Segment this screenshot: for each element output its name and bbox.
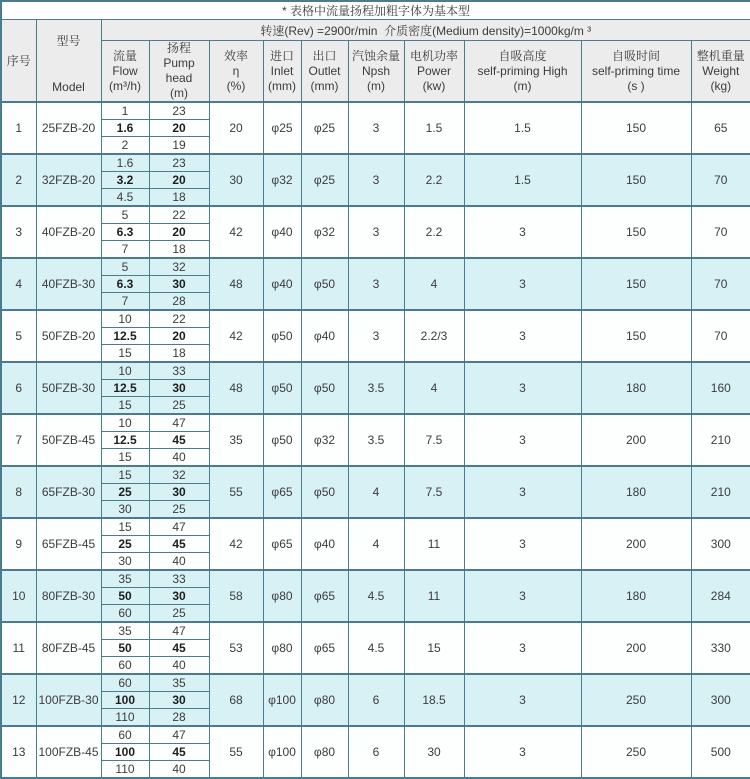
col-header-model — [36, 20, 101, 103]
outlet-cell: φ50 — [301, 362, 348, 414]
inlet-cell: φ100 — [263, 726, 301, 778]
header-cn: 流量 — [102, 49, 149, 64]
header-en: Pump head — [150, 56, 209, 86]
table-row — [1, 726, 750, 744]
table-row — [1, 310, 750, 328]
power-cell: 30 — [404, 726, 464, 778]
head-cell: 40 — [149, 657, 209, 675]
priming-height-cell: 3 — [464, 518, 581, 570]
power-cell: 2.2/3 — [404, 310, 464, 362]
head-cell: 32 — [149, 258, 209, 276]
col-header-weight — [691, 41, 750, 103]
header-cn: 汽蚀余量 — [349, 49, 404, 64]
model-cell: 25FZB-20 — [36, 102, 101, 154]
header-unit: (m) — [150, 86, 209, 101]
head-cell: 30 — [149, 588, 209, 605]
head-cell: 23 — [149, 102, 209, 120]
flow-cell: 60 — [101, 657, 149, 675]
table-row — [1, 362, 750, 380]
col-header-outlet — [301, 41, 348, 103]
inlet-cell: φ40 — [263, 258, 301, 310]
flow-cell: 1.6 — [101, 154, 149, 172]
table-row — [1, 518, 750, 536]
priming-time-cell: 200 — [581, 622, 691, 674]
power-cell: 4 — [404, 362, 464, 414]
efficiency-cell: 35 — [209, 414, 263, 466]
inlet-cell: φ65 — [263, 518, 301, 570]
table-row — [1, 258, 750, 276]
head-cell: 47 — [149, 414, 209, 432]
model-cell: 32FZB-20 — [36, 154, 101, 206]
header-unit: (%) — [210, 79, 263, 94]
header-en: Inlet — [264, 64, 301, 79]
priming-time-cell: 180 — [581, 466, 691, 518]
inlet-cell: φ32 — [263, 154, 301, 206]
flow-cell: 30 — [101, 553, 149, 571]
weight-cell: 70 — [691, 206, 750, 258]
npsh-cell: 4.5 — [348, 570, 404, 622]
outlet-cell: φ65 — [301, 570, 348, 622]
flow-cell: 50 — [101, 640, 149, 657]
model-cell: 40FZB-30 — [36, 258, 101, 310]
head-cell: 25 — [149, 501, 209, 519]
header-unit: (s ) — [582, 79, 691, 94]
header-unit: (m³/h) — [102, 79, 149, 94]
header-en: η — [210, 64, 263, 79]
flow-cell: 12.5 — [101, 380, 149, 397]
head-cell: 45 — [149, 536, 209, 553]
inlet-cell: φ100 — [263, 674, 301, 726]
head-cell: 22 — [149, 310, 209, 328]
efficiency-cell: 20 — [209, 102, 263, 154]
header-cn: 出口 — [302, 49, 348, 64]
npsh-cell: 3 — [348, 154, 404, 206]
flow-cell: 100 — [101, 744, 149, 761]
header-unit: (kg) — [692, 79, 750, 94]
head-cell: 47 — [149, 726, 209, 744]
head-cell: 18 — [149, 189, 209, 207]
header-en: Flow — [102, 64, 149, 79]
flow-cell: 110 — [101, 709, 149, 727]
flow-cell: 15 — [101, 518, 149, 536]
priming-height-cell: 3 — [464, 310, 581, 362]
head-cell: 30 — [149, 380, 209, 397]
priming-height-cell: 3 — [464, 414, 581, 466]
col-header-flow — [101, 41, 149, 103]
inlet-cell: φ50 — [263, 362, 301, 414]
outlet-cell: φ32 — [301, 206, 348, 258]
flow-cell: 5 — [101, 258, 149, 276]
weight-cell: 70 — [691, 154, 750, 206]
inlet-cell: φ65 — [263, 466, 301, 518]
priming-height-cell: 1.5 — [464, 102, 581, 154]
header-unit: (mm) — [264, 79, 301, 94]
outlet-cell: φ65 — [301, 622, 348, 674]
outlet-cell: φ25 — [301, 102, 348, 154]
weight-cell: 330 — [691, 622, 750, 674]
flow-cell: 1 — [101, 102, 149, 120]
flow-cell: 12.5 — [101, 328, 149, 345]
priming-time-cell: 150 — [581, 154, 691, 206]
table-row — [1, 154, 750, 172]
head-cell: 30 — [149, 484, 209, 501]
col-header-pump-head — [149, 41, 209, 103]
row-number-cell: 9 — [1, 518, 36, 570]
weight-cell: 70 — [691, 310, 750, 362]
flow-cell: 6.3 — [101, 224, 149, 241]
table-row — [1, 466, 750, 484]
power-cell: 11 — [404, 518, 464, 570]
head-cell: 47 — [149, 622, 209, 640]
head-cell: 20 — [149, 172, 209, 189]
head-cell: 25 — [149, 605, 209, 623]
flow-cell: 25 — [101, 484, 149, 501]
weight-cell: 160 — [691, 362, 750, 414]
head-cell: 28 — [149, 293, 209, 311]
power-cell: 18.5 — [404, 674, 464, 726]
npsh-cell: 6 — [348, 674, 404, 726]
head-cell: 20 — [149, 120, 209, 137]
operating-conditions: 转速(Rev) =2900r/min 介质密度(Medium density)=1000kg/m ³ — [101, 20, 750, 41]
model-cell: 100FZB-45 — [36, 726, 101, 778]
outlet-cell: φ80 — [301, 726, 348, 778]
power-cell: 7.5 — [404, 414, 464, 466]
head-cell: 40 — [149, 553, 209, 571]
priming-height-cell: 1.5 — [464, 154, 581, 206]
power-cell: 15 — [404, 622, 464, 674]
efficiency-cell: 68 — [209, 674, 263, 726]
outlet-cell: φ32 — [301, 414, 348, 466]
head-cell: 23 — [149, 154, 209, 172]
priming-time-cell: 180 — [581, 570, 691, 622]
npsh-cell: 3 — [348, 310, 404, 362]
row-number-cell: 2 — [1, 154, 36, 206]
inlet-cell: φ80 — [263, 622, 301, 674]
flow-cell: 1.6 — [101, 120, 149, 137]
outlet-cell: φ50 — [301, 258, 348, 310]
header-unit: (kw) — [405, 79, 464, 94]
efficiency-cell: 58 — [209, 570, 263, 622]
outlet-cell: φ50 — [301, 466, 348, 518]
npsh-cell: 4 — [348, 466, 404, 518]
row-number-cell: 4 — [1, 258, 36, 310]
head-cell: 19 — [149, 137, 209, 155]
flow-cell: 7 — [101, 241, 149, 259]
priming-time-cell: 150 — [581, 102, 691, 154]
head-cell: 45 — [149, 640, 209, 657]
header-cn: 自吸时间 — [582, 49, 691, 64]
head-cell: 45 — [149, 744, 209, 761]
header-cn: 效率 — [210, 49, 263, 64]
model-cell: 65FZB-45 — [36, 518, 101, 570]
efficiency-cell: 48 — [209, 258, 263, 310]
flow-cell: 10 — [101, 362, 149, 380]
flow-cell: 4.5 — [101, 189, 149, 207]
model-cell: 50FZB-20 — [36, 310, 101, 362]
weight-cell: 210 — [691, 414, 750, 466]
header-unit: (m) — [349, 79, 404, 94]
header-unit: (mm) — [302, 79, 348, 94]
priming-height-cell: 3 — [464, 570, 581, 622]
flow-cell: 15 — [101, 397, 149, 415]
column-headers-row — [1, 41, 750, 103]
flow-cell: 10 — [101, 310, 149, 328]
weight-cell: 284 — [691, 570, 750, 622]
priming-time-cell: 150 — [581, 206, 691, 258]
row-number-cell: 7 — [1, 414, 36, 466]
flow-cell: 110 — [101, 761, 149, 779]
inlet-cell: φ80 — [263, 570, 301, 622]
flow-cell: 3.2 — [101, 172, 149, 189]
header-en: Outlet — [302, 64, 348, 79]
flow-cell: 35 — [101, 570, 149, 588]
flow-cell: 25 — [101, 536, 149, 553]
efficiency-cell: 42 — [209, 518, 263, 570]
head-cell: 33 — [149, 362, 209, 380]
efficiency-cell: 55 — [209, 466, 263, 518]
flow-cell: 60 — [101, 726, 149, 744]
model-cell: 65FZB-30 — [36, 466, 101, 518]
priming-height-cell: 3 — [464, 674, 581, 726]
inlet-cell: φ25 — [263, 102, 301, 154]
flow-cell: 35 — [101, 622, 149, 640]
priming-time-cell: 180 — [581, 362, 691, 414]
head-cell: 45 — [149, 432, 209, 449]
header-en: Npsh — [349, 64, 404, 79]
head-cell: 20 — [149, 328, 209, 345]
col-header-efficiency — [209, 41, 263, 103]
efficiency-cell: 30 — [209, 154, 263, 206]
power-cell: 2.2 — [404, 206, 464, 258]
priming-time-cell: 150 — [581, 258, 691, 310]
table-row — [1, 570, 750, 588]
row-number-cell: 12 — [1, 674, 36, 726]
head-cell: 32 — [149, 466, 209, 484]
priming-height-cell: 3 — [464, 622, 581, 674]
header-cn: 进口 — [264, 49, 301, 64]
conditions-row — [1, 20, 750, 41]
head-cell: 18 — [149, 345, 209, 363]
efficiency-cell: 42 — [209, 206, 263, 258]
table-row — [1, 674, 750, 692]
head-cell: 40 — [149, 761, 209, 779]
flow-cell: 10 — [101, 414, 149, 432]
outlet-cell: φ40 — [301, 518, 348, 570]
flow-cell: 50 — [101, 588, 149, 605]
npsh-cell: 4.5 — [348, 622, 404, 674]
flow-cell: 30 — [101, 501, 149, 519]
col-header-priming-time — [581, 41, 691, 103]
row-number-cell: 5 — [1, 310, 36, 362]
model-header-stack — [37, 23, 101, 99]
efficiency-cell: 48 — [209, 362, 263, 414]
head-cell: 25 — [149, 397, 209, 415]
header-en: self-priming time — [582, 64, 691, 79]
weight-cell: 70 — [691, 258, 750, 310]
npsh-cell: 3.5 — [348, 362, 404, 414]
flow-cell: 15 — [101, 345, 149, 363]
head-cell: 40 — [149, 449, 209, 467]
head-cell: 20 — [149, 224, 209, 241]
header-unit: (m) — [465, 79, 581, 94]
head-cell: 33 — [149, 570, 209, 588]
priming-time-cell: 200 — [581, 518, 691, 570]
head-cell: 30 — [149, 276, 209, 293]
row-number-cell: 13 — [1, 726, 36, 778]
npsh-cell: 6 — [348, 726, 404, 778]
priming-height-cell: 3 — [464, 362, 581, 414]
npsh-cell: 4 — [348, 518, 404, 570]
head-cell: 47 — [149, 518, 209, 536]
flow-cell: 5 — [101, 206, 149, 224]
npsh-cell: 3 — [348, 206, 404, 258]
model-cell: 80FZB-45 — [36, 622, 101, 674]
head-cell: 28 — [149, 709, 209, 727]
row-number-cell: 6 — [1, 362, 36, 414]
flow-cell: 15 — [101, 449, 149, 467]
priming-time-cell: 200 — [581, 414, 691, 466]
flow-cell: 6.3 — [101, 276, 149, 293]
header-cn: 自吸高度 — [465, 49, 581, 64]
row-number-cell: 10 — [1, 570, 36, 622]
table-title: * 表格中流量扬程加粗字体为基本型 — [1, 1, 750, 20]
weight-cell: 500 — [691, 726, 750, 778]
head-cell: 30 — [149, 692, 209, 709]
col-header-priming-height — [464, 41, 581, 103]
power-cell: 7.5 — [404, 466, 464, 518]
efficiency-cell: 55 — [209, 726, 263, 778]
weight-cell: 300 — [691, 674, 750, 726]
npsh-cell: 3 — [348, 258, 404, 310]
priming-height-cell: 3 — [464, 466, 581, 518]
flow-cell: 7 — [101, 293, 149, 311]
flow-cell: 100 — [101, 692, 149, 709]
power-cell: 11 — [404, 570, 464, 622]
col-header-power — [404, 41, 464, 103]
row-number-cell: 11 — [1, 622, 36, 674]
flow-cell: 12.5 — [101, 432, 149, 449]
header-en: Weight — [692, 64, 750, 79]
row-number-cell: 3 — [1, 206, 36, 258]
priming-time-cell: 250 — [581, 674, 691, 726]
efficiency-cell: 53 — [209, 622, 263, 674]
flow-cell: 2 — [101, 137, 149, 155]
header-cn: 整机重量 — [692, 49, 750, 64]
model-header-en: Model — [37, 80, 101, 94]
table-row — [1, 622, 750, 640]
flow-cell: 60 — [101, 674, 149, 692]
header-cn: 扬程 — [150, 41, 209, 56]
table-title-row — [1, 1, 750, 20]
power-cell: 1.5 — [404, 102, 464, 154]
priming-time-cell: 150 — [581, 310, 691, 362]
efficiency-cell: 42 — [209, 310, 263, 362]
outlet-cell: φ40 — [301, 310, 348, 362]
power-cell: 2.2 — [404, 154, 464, 206]
inlet-cell: φ50 — [263, 310, 301, 362]
priming-height-cell: 3 — [464, 726, 581, 778]
table-row — [1, 414, 750, 432]
weight-cell: 65 — [691, 102, 750, 154]
model-cell: 80FZB-30 — [36, 570, 101, 622]
power-cell: 4 — [404, 258, 464, 310]
outlet-cell: φ80 — [301, 674, 348, 726]
col-header-inlet — [263, 41, 301, 103]
head-cell: 22 — [149, 206, 209, 224]
inlet-cell: φ50 — [263, 414, 301, 466]
npsh-cell: 3.5 — [348, 414, 404, 466]
row-number-cell: 8 — [1, 466, 36, 518]
priming-time-cell: 250 — [581, 726, 691, 778]
inlet-cell: φ40 — [263, 206, 301, 258]
flow-cell: 60 — [101, 605, 149, 623]
model-cell: 40FZB-20 — [36, 206, 101, 258]
model-cell: 50FZB-45 — [36, 414, 101, 466]
table-row — [1, 102, 750, 120]
head-cell: 18 — [149, 241, 209, 259]
weight-cell: 300 — [691, 518, 750, 570]
table-row — [1, 206, 750, 224]
priming-height-cell: 3 — [464, 258, 581, 310]
flow-cell: 15 — [101, 466, 149, 484]
col-header-index: 序号 — [1, 20, 36, 103]
model-header-cn: 型号 — [37, 32, 101, 49]
header-en: Power — [405, 64, 464, 79]
row-number-cell: 1 — [1, 102, 36, 154]
weight-cell: 210 — [691, 466, 750, 518]
col-header-npsh — [348, 41, 404, 103]
header-en: self-priming High — [465, 64, 581, 79]
head-cell: 35 — [149, 674, 209, 692]
header-cn: 电机功率 — [405, 49, 464, 64]
outlet-cell: φ25 — [301, 154, 348, 206]
model-cell: 100FZB-30 — [36, 674, 101, 726]
npsh-cell: 3 — [348, 102, 404, 154]
priming-height-cell: 3 — [464, 206, 581, 258]
model-cell: 50FZB-30 — [36, 362, 101, 414]
